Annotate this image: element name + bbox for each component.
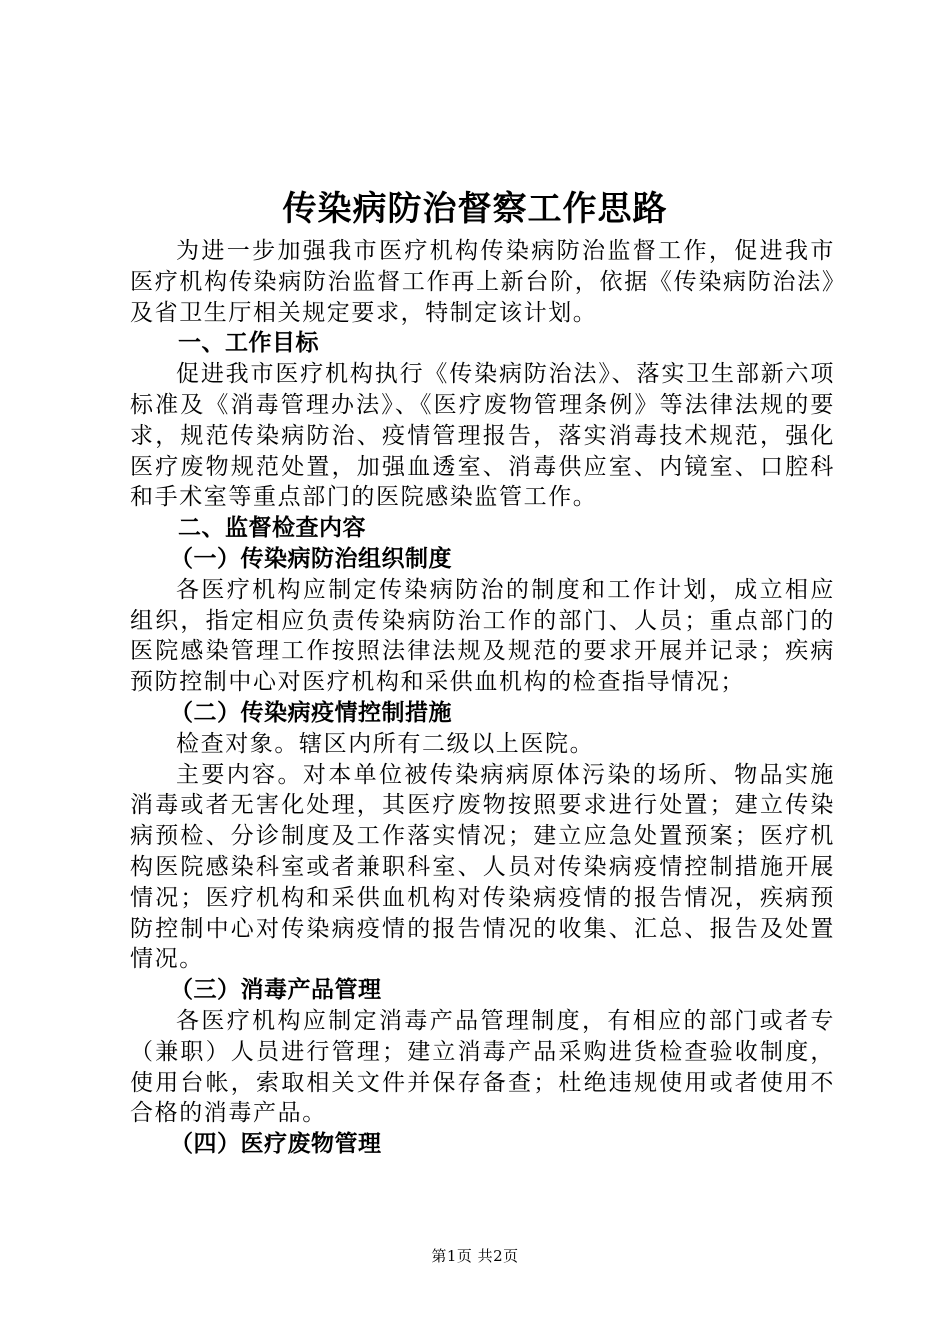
subheading-disinfection: （三）消毒产品管理 — [170, 977, 382, 1004]
subheading-epidemic: （二）传染病疫情控制措施 — [170, 699, 452, 726]
document-body — [130, 236, 835, 1160]
subheading-medical-waste: （四）医疗废物管理 — [170, 1131, 382, 1158]
section-heading-content: 二、监督检查内容 — [178, 515, 366, 542]
disinfection-paragraph: 各医疗机构应制定消毒产品管理制度，有相应的部门或者专（兼职）人员进行管理；建立消毒产品采购进货检查验收制度，使用台帐，索取相关文件并保存备查；杜绝违规使用或者使用不合格的消毒产品。 — [130, 1007, 835, 1127]
document-title: 传染病防治督察工作思路 — [282, 189, 668, 229]
main-content-paragraph: 主要内容。对本单位被传染病病原体污染的场所、物品实施消毒或者无害化处理，其医疗废物按照要求进行处置；建立传染病预检、分诊制度及工作落实情况；建立应急处置预案；医疗机构医院感染科室或者兼职科室、人员对传染病疫情控制措施开展情况；医疗机构和采供血机构对传染病疫情的报告情况，疾病预防控制中心对传染病疫情的报告情况的收集、汇总、报告及处置情况。 — [130, 761, 835, 973]
section-heading-goal: 一、工作目标 — [178, 330, 319, 357]
subheading-organization: （一）传染病防治组织制度 — [170, 545, 452, 572]
inspection-target-paragraph: 检查对象。辖区内所有二级以上医院。 — [176, 730, 595, 757]
goal-paragraph: 促进我市医疗机构执行《传染病防治法》、落实卫生部新六项标准及《消毒管理办法》、《医疗废物管理条例》等法律法规的要求，规范传染病防治、疫情管理报告，落实消毒技术规范，强化医疗废物规范处置，加强血透室、消毒供应室、内镜室、口腔科和手术室等重点部门的医院感染监管工作。 — [130, 361, 835, 511]
organization-paragraph: 各医疗机构应制定传染病防治的制度和工作计划，成立相应组织，指定相应负责传染病防治工作的部门、人员；重点部门的医院感染管理工作按照法律法规及规范的要求开展并记录；疾病预防控制中心对医疗机构和采供血机构的检查指导情况； — [130, 576, 835, 696]
page-number-footer: 第1页 共2页 — [431, 1247, 519, 1265]
intro-paragraph: 为进一步加强我市医疗机构传染病防治监督工作，促进我市医疗机构传染病防治监督工作再上新台阶，依据《传染病防治法》及省卫生厅相关规定要求，特制定该计划。 — [130, 238, 835, 326]
